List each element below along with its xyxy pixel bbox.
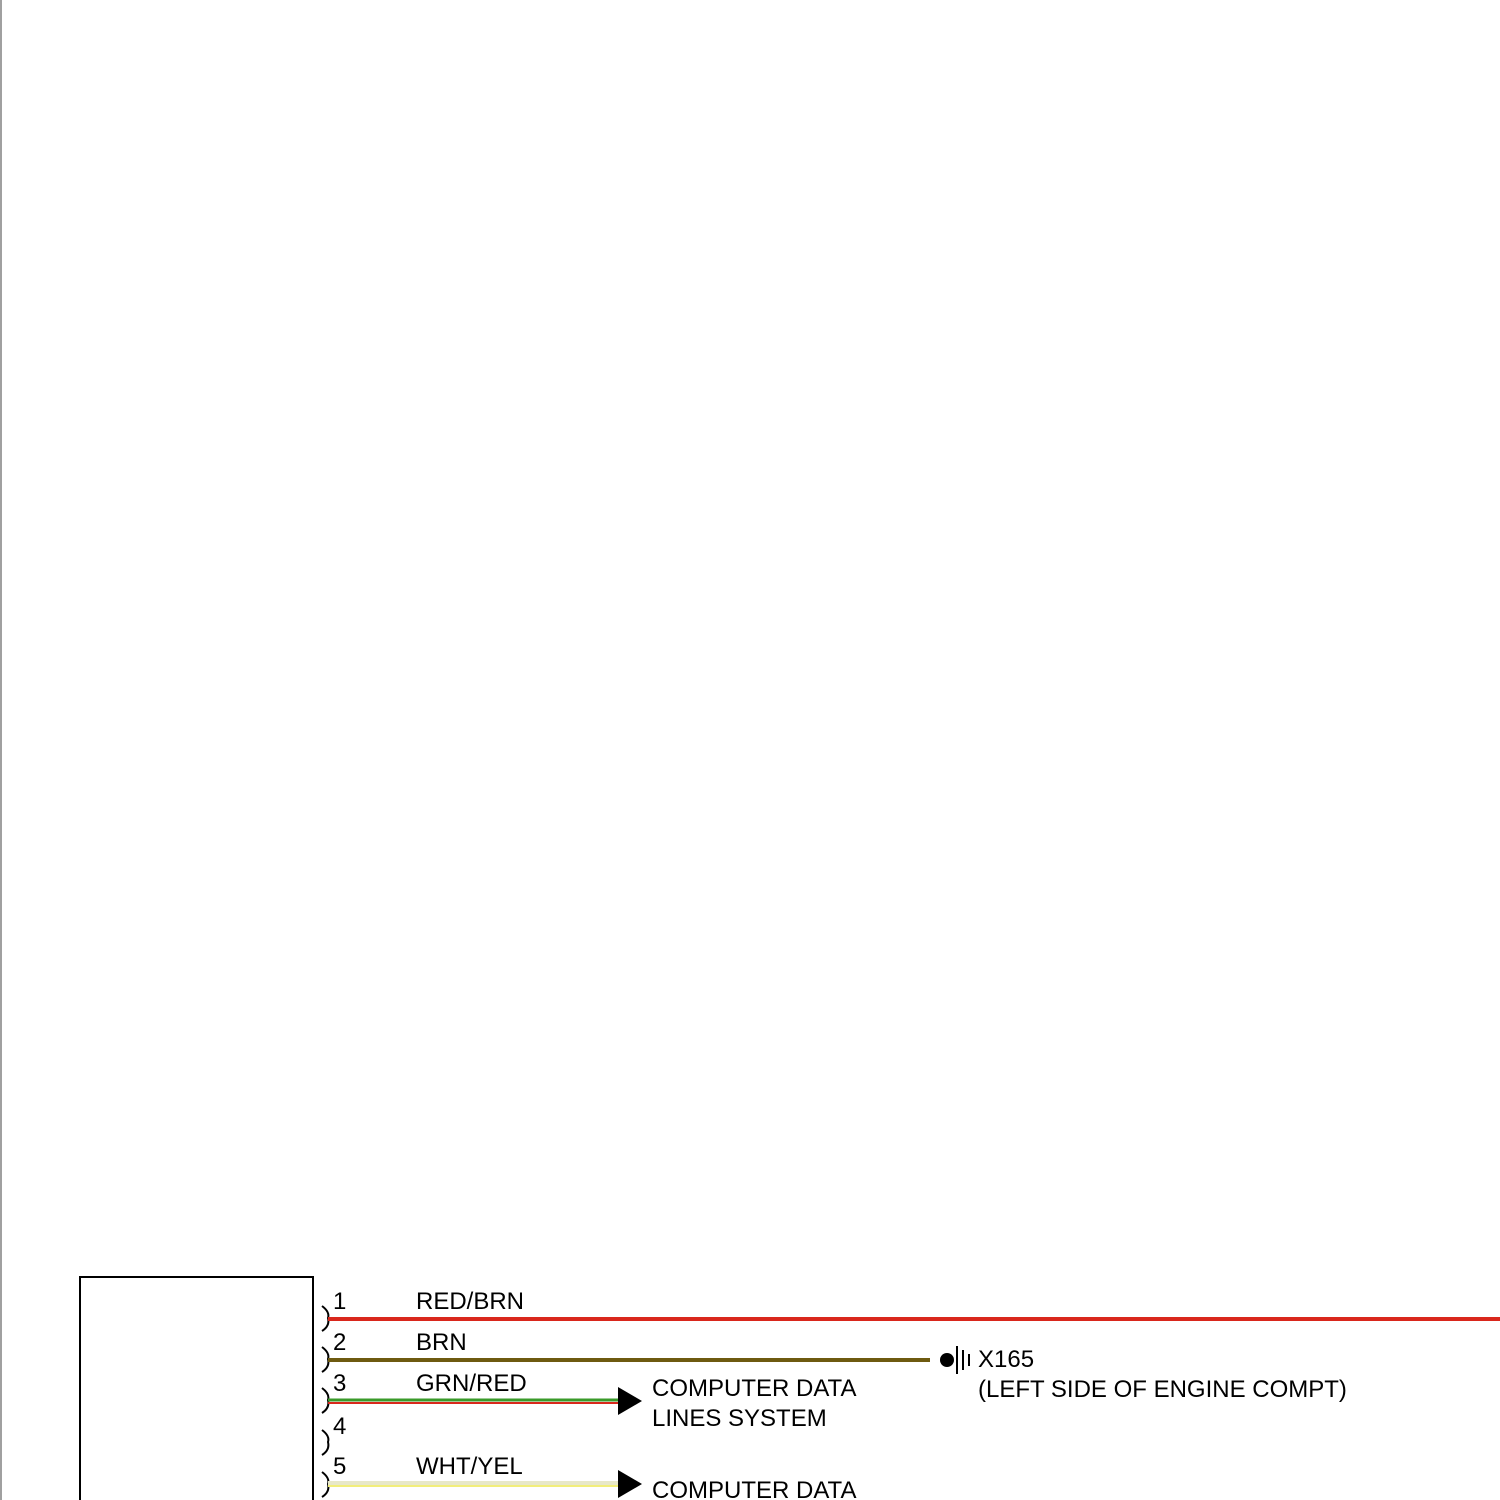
pin-number-3: 3	[333, 1370, 347, 1397]
ground-splice-dot	[940, 1353, 954, 1367]
pin-terminal-3	[322, 1388, 328, 1413]
wire-label-5: WHT/YEL	[416, 1453, 523, 1480]
ground-location: (LEFT SIDE OF ENGINE COMPT)	[978, 1376, 1347, 1403]
wire-label-2: BRN	[416, 1329, 467, 1356]
reference-2-line1: COMPUTER DATA	[652, 1477, 857, 1500]
pin-terminal-2	[322, 1347, 328, 1372]
pin-number-1: 1	[333, 1288, 347, 1315]
ground-id: X165	[978, 1346, 1035, 1373]
pin-number-4: 4	[333, 1413, 347, 1440]
pin-number-5: 5	[333, 1453, 347, 1480]
reference-arrow-1	[618, 1387, 642, 1415]
pin-terminal-4	[322, 1430, 328, 1455]
wire-label-3: GRN/RED	[416, 1370, 527, 1397]
reference-arrow-2	[618, 1470, 642, 1498]
reference-1-line1: COMPUTER DATA	[652, 1375, 857, 1402]
pin-terminal-5	[322, 1472, 328, 1497]
pin-number-2: 2	[333, 1329, 347, 1356]
pin-terminal-1	[322, 1306, 328, 1331]
wire-label-1: RED/BRN	[416, 1288, 525, 1315]
component-box	[80, 1277, 313, 1500]
reference-1-line2: LINES SYSTEM	[652, 1405, 827, 1432]
